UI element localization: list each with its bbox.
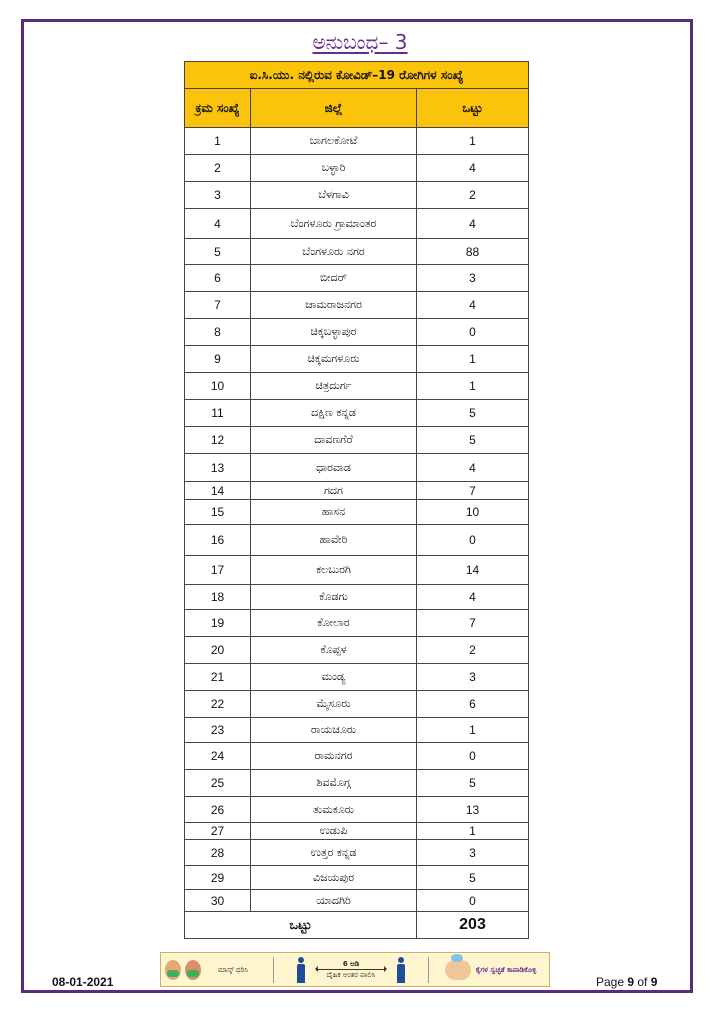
distance-bottom-text: ದೈಹಿಕ ಅಂತರ ಪಾಲಿಸಿ bbox=[326, 971, 376, 979]
serial-cell: 30 bbox=[185, 890, 251, 912]
count-cell: 5 bbox=[417, 770, 529, 797]
district-cell: ಕಲಬುರಗಿ bbox=[251, 556, 417, 585]
district-cell: ತುಮಕೂರು bbox=[251, 797, 417, 823]
serial-cell: 29 bbox=[185, 866, 251, 890]
table-title: ಐ.ಸಿ.ಯು. ನಲ್ಲಿರುವ ಕೋವಿಡ್–19 ರೋಗಿಗಳ ಸಂಖ್ಯೆ bbox=[185, 62, 529, 89]
serial-cell: 13 bbox=[185, 454, 251, 482]
district-cell: ವಿಜಯಪುರ bbox=[251, 866, 417, 890]
header-district: ಜಿಲ್ಲೆ bbox=[251, 89, 417, 128]
serial-cell: 24 bbox=[185, 743, 251, 770]
district-cell: ಚಿಕ್ಕಮಗಳೂರು bbox=[251, 346, 417, 373]
serial-cell: 20 bbox=[185, 637, 251, 664]
serial-cell: 6 bbox=[185, 265, 251, 292]
table-row bbox=[185, 454, 529, 482]
table-row bbox=[185, 155, 529, 182]
district-cell: ಶಿವಮೊಗ್ಗ bbox=[251, 770, 417, 797]
count-cell: 14 bbox=[417, 556, 529, 585]
district-cell: ಧಾರವಾಡ bbox=[251, 454, 417, 482]
district-cell: ಮಂಡ್ಯ bbox=[251, 664, 417, 691]
table-row bbox=[185, 866, 529, 890]
table-row bbox=[185, 823, 529, 840]
serial-cell: 26 bbox=[185, 797, 251, 823]
total-value: 203 bbox=[417, 912, 529, 939]
district-cell: ಯಾದಗಿರಿ bbox=[251, 890, 417, 912]
serial-cell: 12 bbox=[185, 427, 251, 454]
serial-cell: 7 bbox=[185, 292, 251, 319]
serial-cell: 16 bbox=[185, 525, 251, 556]
district-cell: ಬೆಂಗಳೂರು ನಗರ bbox=[251, 239, 417, 265]
count-cell: 0 bbox=[417, 743, 529, 770]
count-cell: 0 bbox=[417, 890, 529, 912]
serial-cell: 18 bbox=[185, 585, 251, 610]
count-cell: 0 bbox=[417, 525, 529, 556]
count-cell: 7 bbox=[417, 610, 529, 637]
double-arrow-icon bbox=[316, 969, 386, 970]
person-icon bbox=[396, 957, 406, 983]
header-serial: ಕ್ರಮ ಸಂಖ್ಯೆ bbox=[185, 89, 251, 128]
count-cell: 1 bbox=[417, 373, 529, 400]
count-cell: 13 bbox=[417, 797, 529, 823]
district-cell: ರಾಮನಗರ bbox=[251, 743, 417, 770]
district-cell: ಚಾಮರಾಜನಗರ bbox=[251, 292, 417, 319]
serial-cell: 22 bbox=[185, 691, 251, 718]
count-cell: 10 bbox=[417, 500, 529, 525]
page-prefix: Page bbox=[596, 975, 628, 989]
table-row bbox=[185, 556, 529, 585]
district-cell: ಕೊಡಗು bbox=[251, 585, 417, 610]
table-row bbox=[185, 482, 529, 500]
table-row bbox=[185, 637, 529, 664]
district-cell: ದಾವಣಗೆರೆ bbox=[251, 427, 417, 454]
count-cell: 4 bbox=[417, 209, 529, 239]
district-cell: ಉತ್ತರ ಕನ್ನಡ bbox=[251, 840, 417, 866]
district-cell: ದಕ್ಷಿಣ ಕನ್ನಡ bbox=[251, 400, 417, 427]
table-row bbox=[185, 400, 529, 427]
table-row bbox=[185, 346, 529, 373]
serial-cell: 4 bbox=[185, 209, 251, 239]
table-row bbox=[185, 182, 529, 209]
table-row bbox=[185, 265, 529, 292]
count-cell: 4 bbox=[417, 155, 529, 182]
count-cell: 3 bbox=[417, 840, 529, 866]
count-cell: 4 bbox=[417, 585, 529, 610]
footer-date: 08-01-2021 bbox=[52, 975, 114, 989]
masked-face-icon bbox=[185, 960, 201, 980]
count-cell: 5 bbox=[417, 400, 529, 427]
table-row bbox=[185, 743, 529, 770]
district-cell: ಹಾಸನ bbox=[251, 500, 417, 525]
district-cell: ರಾಯಚೂರು bbox=[251, 718, 417, 743]
serial-cell: 23 bbox=[185, 718, 251, 743]
page-of: of bbox=[634, 975, 651, 989]
header-total: ಒಟ್ಟು bbox=[417, 89, 529, 128]
serial-cell: 5 bbox=[185, 239, 251, 265]
serial-cell: 10 bbox=[185, 373, 251, 400]
serial-cell: 27 bbox=[185, 823, 251, 840]
count-cell: 5 bbox=[417, 427, 529, 454]
distance-segment bbox=[274, 953, 428, 986]
table-row bbox=[185, 292, 529, 319]
district-cell: ಬೆಳಗಾವಿ bbox=[251, 182, 417, 209]
person-icon bbox=[296, 957, 306, 983]
page-current: 9 bbox=[627, 975, 635, 989]
district-cell: ಮೈಸೂರು bbox=[251, 691, 417, 718]
count-cell: 0 bbox=[417, 319, 529, 346]
icu-patients-table bbox=[184, 61, 529, 939]
serial-cell: 17 bbox=[185, 556, 251, 585]
annexure-heading: ಅನುಬಂಧ– 3 bbox=[312, 30, 408, 54]
district-cell: ಉಡುಪಿ bbox=[251, 823, 417, 840]
count-cell: 4 bbox=[417, 454, 529, 482]
serial-cell: 9 bbox=[185, 346, 251, 373]
serial-cell: 8 bbox=[185, 319, 251, 346]
table-row bbox=[185, 585, 529, 610]
serial-cell: 2 bbox=[185, 155, 251, 182]
table-row bbox=[185, 128, 529, 155]
serial-cell: 1 bbox=[185, 128, 251, 155]
hygiene-text: ಕೈಗಳ ಸ್ವಚ್ಛತೆ ಕಾಪಾಡಿಕೊಳ್ಳಿ bbox=[475, 965, 537, 974]
district-cell: ಚಿತ್ರದುರ್ಗ bbox=[251, 373, 417, 400]
table-row bbox=[185, 319, 529, 346]
count-cell: 4 bbox=[417, 292, 529, 319]
table-row bbox=[185, 691, 529, 718]
table-row bbox=[185, 890, 529, 912]
page-total: 9 bbox=[650, 975, 658, 989]
count-cell: 5 bbox=[417, 866, 529, 890]
count-cell: 3 bbox=[417, 265, 529, 292]
serial-cell: 21 bbox=[185, 664, 251, 691]
table-row bbox=[185, 209, 529, 239]
serial-cell: 3 bbox=[185, 182, 251, 209]
count-cell: 6 bbox=[417, 691, 529, 718]
district-cell: ಕೋಲಾರ bbox=[251, 610, 417, 637]
district-cell: ಬಳ್ಳಾರಿ bbox=[251, 155, 417, 182]
count-cell: 3 bbox=[417, 664, 529, 691]
district-cell: ಬಾಗಲಕೋಟೆ bbox=[251, 128, 417, 155]
district-cell: ಗದಗ bbox=[251, 482, 417, 500]
count-cell: 1 bbox=[417, 823, 529, 840]
table-row bbox=[185, 427, 529, 454]
district-cell: ಹಾವೇರಿ bbox=[251, 525, 417, 556]
hygiene-segment bbox=[429, 953, 549, 986]
district-cell: ಬೆಂಗಳೂರು ಗ್ರಾಮಾಂತರ bbox=[251, 209, 417, 239]
serial-cell: 25 bbox=[185, 770, 251, 797]
serial-cell: 19 bbox=[185, 610, 251, 637]
table-row bbox=[185, 500, 529, 525]
table-row bbox=[185, 664, 529, 691]
table-body bbox=[185, 128, 529, 912]
count-cell: 88 bbox=[417, 239, 529, 265]
count-cell: 1 bbox=[417, 128, 529, 155]
table-row bbox=[185, 770, 529, 797]
count-cell: 2 bbox=[417, 182, 529, 209]
count-cell: 1 bbox=[417, 718, 529, 743]
total-label: ಒಟ್ಟು bbox=[185, 912, 417, 939]
table-row bbox=[185, 797, 529, 823]
district-cell: ಕೊಪ್ಪಳ bbox=[251, 637, 417, 664]
masked-faces-icon bbox=[165, 960, 181, 980]
serial-cell: 28 bbox=[185, 840, 251, 866]
serial-cell: 14 bbox=[185, 482, 251, 500]
page-number bbox=[596, 975, 657, 989]
count-cell: 1 bbox=[417, 346, 529, 373]
district-cell: ಚಿಕ್ಕಬಳ್ಳಾಪುರ bbox=[251, 319, 417, 346]
handwash-icon bbox=[445, 960, 471, 980]
mask-text: ಮಾಸ್ಕ್ ಧರಿಸಿ bbox=[218, 965, 248, 974]
table-row bbox=[185, 840, 529, 866]
total-row bbox=[185, 912, 529, 939]
distance-indicator bbox=[310, 960, 392, 979]
count-cell: 7 bbox=[417, 482, 529, 500]
covid-safety-banner bbox=[160, 952, 550, 987]
serial-cell: 15 bbox=[185, 500, 251, 525]
serial-cell: 11 bbox=[185, 400, 251, 427]
table-row bbox=[185, 610, 529, 637]
table-row bbox=[185, 718, 529, 743]
district-cell: ಬೀದರ್ bbox=[251, 265, 417, 292]
mask-segment bbox=[161, 953, 273, 986]
count-cell: 2 bbox=[417, 637, 529, 664]
table-row bbox=[185, 525, 529, 556]
distance-top-text: 6 ಅಡಿ bbox=[342, 960, 360, 968]
table-row bbox=[185, 239, 529, 265]
table-row bbox=[185, 373, 529, 400]
